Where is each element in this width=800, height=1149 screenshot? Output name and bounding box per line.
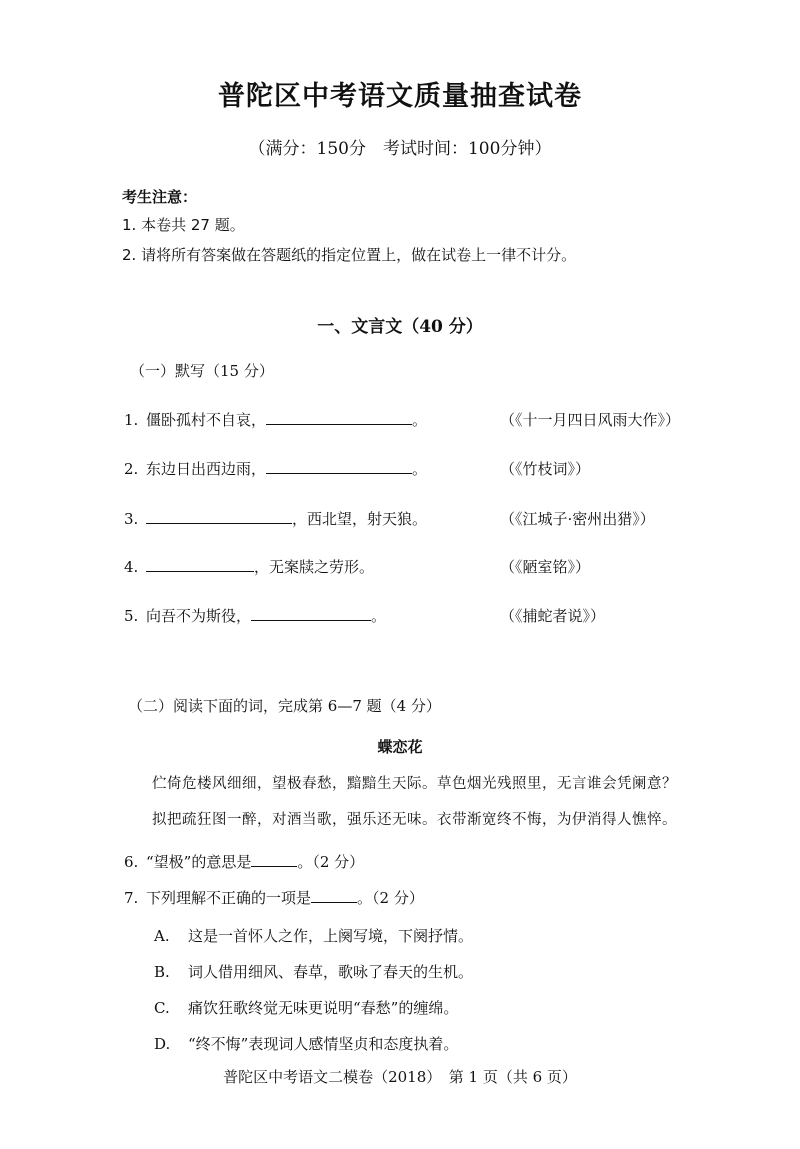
option-letter: A. <box>154 927 170 945</box>
notice-item-2: 2. 请将所有答案做在答题纸的指定位置上，做在试卷上一律不计分。 <box>122 246 577 264</box>
notice-item-1: 1. 本卷共 27 题。 <box>122 216 245 234</box>
question-4 <box>124 556 374 577</box>
question-text: 僵卧孤村不自哀， <box>146 411 267 429</box>
option-c <box>154 997 458 1018</box>
notice-heading: 考生注意： <box>122 188 198 206</box>
option-a <box>154 925 473 946</box>
option-b <box>154 961 473 982</box>
question-end: 。（2 分） <box>297 853 365 871</box>
option-text: 词人借用细风、春草，歌咏了春天的生机。 <box>188 963 474 981</box>
question-number: 7. <box>124 889 139 907</box>
question-text: 下列理解不正确的一项是 <box>146 889 312 907</box>
exam-subtitle: （满分：150分 考试时间：100分钟） <box>248 139 552 159</box>
answer-blank <box>146 557 254 572</box>
option-letter: C. <box>154 999 170 1017</box>
question-number: 5. <box>124 607 139 625</box>
question-5 <box>124 605 386 626</box>
option-text: “终不悔”表现词人感情坚贞和态度执着。 <box>188 1035 459 1053</box>
option-d <box>154 1033 458 1054</box>
question-end: 。 <box>412 411 428 429</box>
question-1 <box>124 409 427 430</box>
question-text: 向吾不为斯役， <box>146 607 252 625</box>
question-text: ，西北望，射天狼。 <box>292 510 428 528</box>
answer-blank <box>311 888 357 903</box>
question-text: 东边日出西边雨， <box>146 460 267 478</box>
exam-title: 普陀区中考语文质量抽查试卷 <box>218 81 582 112</box>
poem-line-1: 伫倚危楼风细细，望极春愁，黯黯生天际。草色烟光残照里，无言谁会凭阑意？ <box>152 776 677 792</box>
answer-blank <box>251 852 297 867</box>
option-text: 痛饮狂歌终觉无味更说明“春愁”的缠绵。 <box>188 999 459 1017</box>
poem-title: 蝶恋花 <box>377 738 423 756</box>
option-letter: B. <box>154 963 170 981</box>
poem-line-2: 拟把疏狂图一醉，对酒当歌，强乐还无味。衣带渐宽终不悔，为伊消得人憔悴。 <box>152 812 677 828</box>
answer-blank <box>266 459 412 474</box>
source-3: （《江城子·密州出猎》） <box>500 510 655 528</box>
part2-heading: （二）阅读下面的词，完成第 6—7 题（4 分） <box>128 697 441 715</box>
part1-heading: （一）默写（15 分） <box>130 362 274 380</box>
question-7 <box>124 887 424 908</box>
answer-blank <box>266 410 412 425</box>
question-number: 2. <box>124 460 139 478</box>
question-number: 4. <box>124 558 139 576</box>
option-letter: D. <box>154 1035 171 1053</box>
source-4: （《陋室铭》） <box>500 558 591 576</box>
question-text: “望极”的意思是 <box>146 853 252 871</box>
source-1: （《十一月四日风雨大作》） <box>500 411 681 429</box>
question-text: ，无案牍之劳形。 <box>254 558 375 576</box>
answer-blank <box>251 606 371 621</box>
question-end: 。 <box>412 460 428 478</box>
source-5: （《捕蛇者说》） <box>500 607 606 625</box>
question-3 <box>124 508 427 529</box>
section-title: 一、文言文（40 分） <box>317 317 483 337</box>
question-end: 。（2 分） <box>357 889 424 907</box>
question-number: 3. <box>124 510 139 528</box>
option-text: 这是一首怀人之作，上阕写境，下阕抒情。 <box>188 927 474 945</box>
question-number: 6. <box>124 853 139 871</box>
page-footer: 普陀区中考语文二模卷（2018） 第 1 页（共 6 页） <box>223 1068 577 1086</box>
question-6 <box>124 851 364 872</box>
question-2 <box>124 458 427 479</box>
question-end: 。 <box>371 607 387 625</box>
source-2: （《竹枝词》） <box>500 460 591 478</box>
answer-blank <box>146 509 292 524</box>
question-number: 1. <box>124 411 139 429</box>
